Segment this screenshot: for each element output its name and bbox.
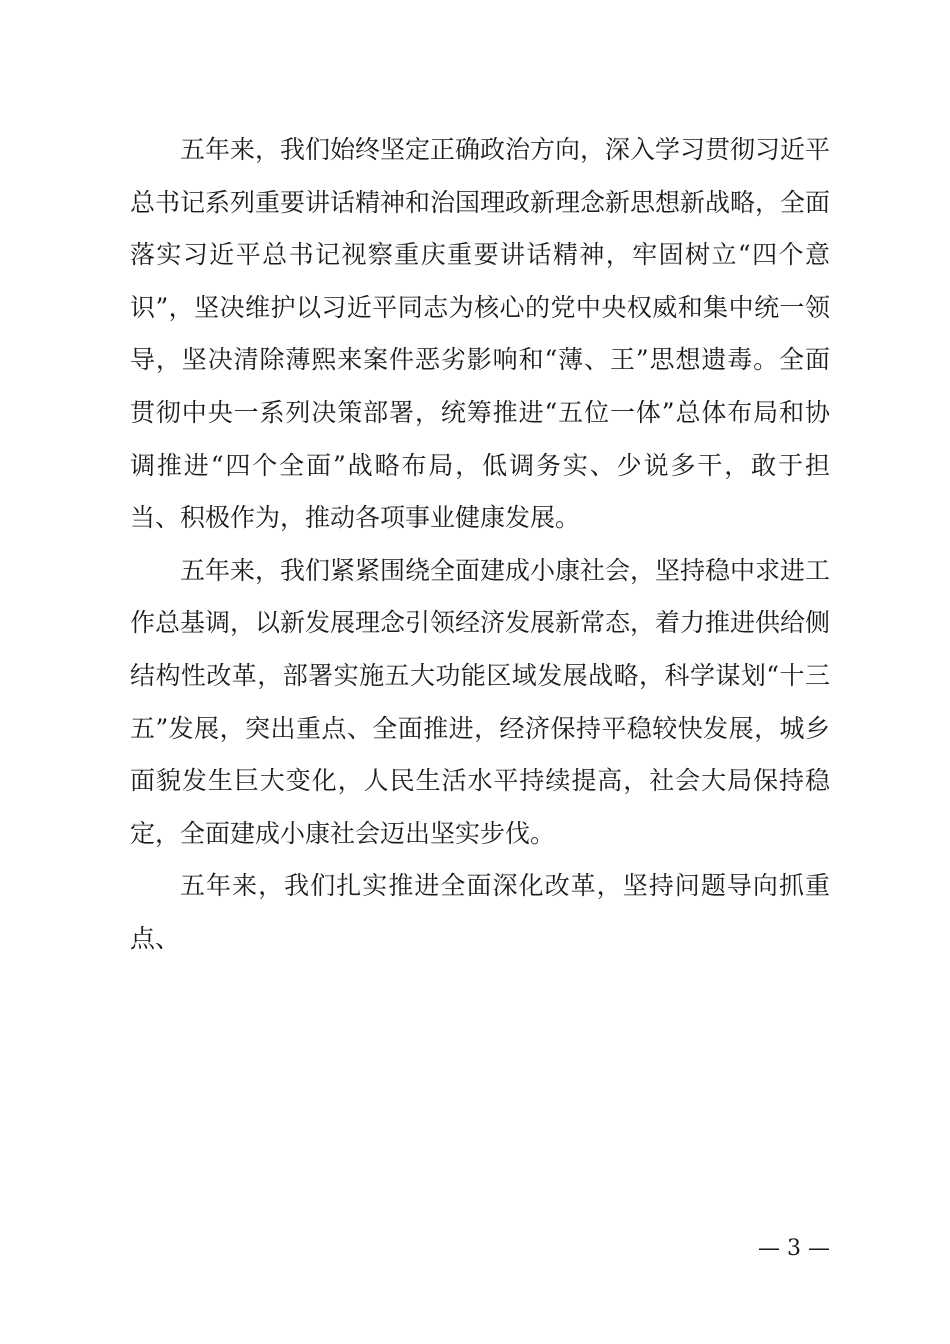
- paragraph-3: 五年来，我们扎实推进全面深化改革，坚持问题导向抓重点、: [130, 871, 830, 953]
- paragraph-2: 五年来，我们紧紧围绕全面建成小康社会，坚持稳中求进工作总基调，以新发展理念引领经济发展新常态，着力推进供给侧结构性改革，部署实施五大功能区域发展战略，科学谋划“十三五”发展，突出重点、全面推进，经济保持平稳较快发展，城乡面貌发生巨大变化，人民生活水平持续提高，社会大局保持稳定，全面建成小康社会迈出坚实步伐。: [130, 555, 831, 848]
- paragraph-1: 五年来，我们始终坚定正确政治方向，深入学习贯彻习近平总书记系列重要讲话精神和治国理政新理念新思想新战略，全面落实习近平总书记视察重庆重要讲话精神，牢固树立“四个意识”，坚决维护以习近平同志为核心的党中央权威和集中统一领导，坚决清除薄熙来案件恶劣影响和“薄、王”思想遗毒。全面贯彻中央一系列决策部署，统筹推进“五位一体”总体布局和协调推进“四个全面”战略布局，低调务实、少说多干，敢于担当、积极作为，推动各项事业健康发展。: [130, 135, 831, 533]
- page-number: — 3 —: [758, 1236, 830, 1261]
- body-text: [130, 124, 830, 966]
